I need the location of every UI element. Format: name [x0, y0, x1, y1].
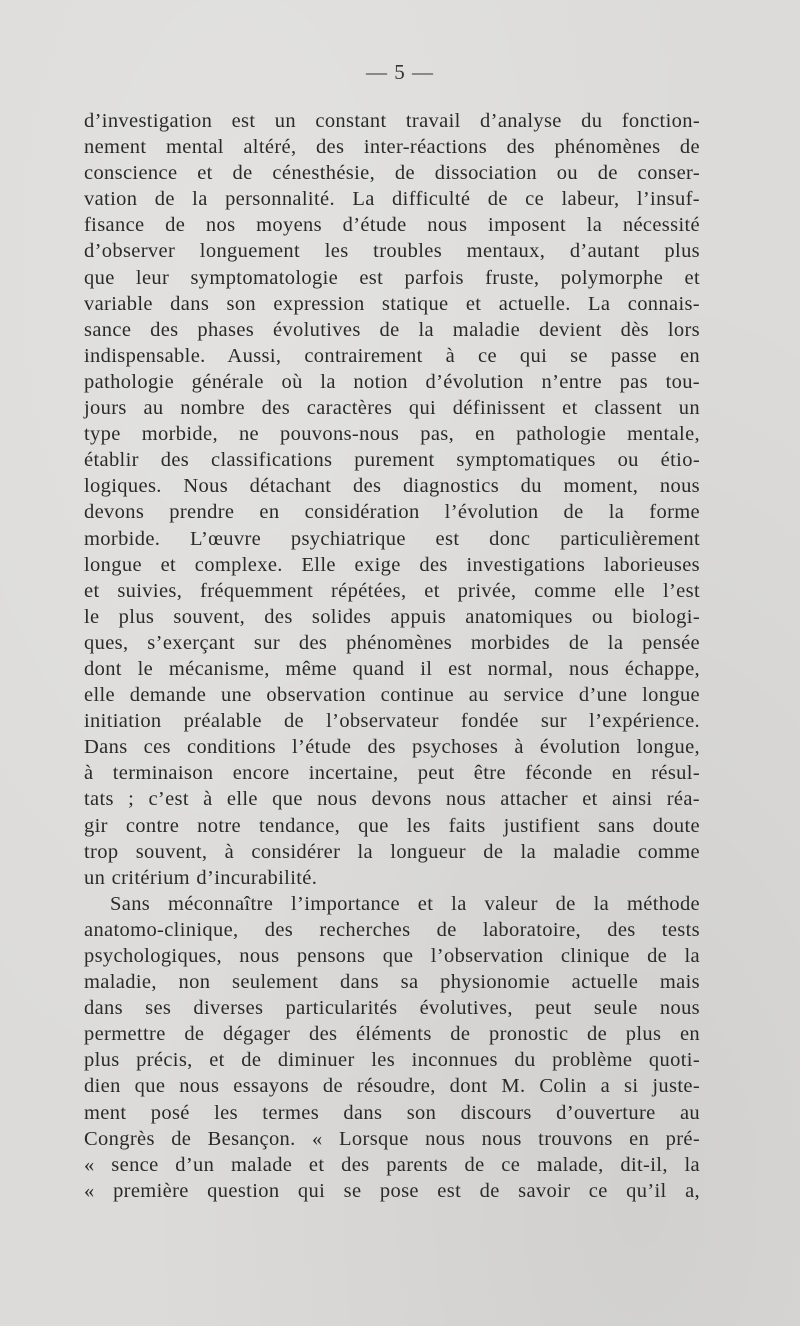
text-line: et suivies, fréquemment répétées, et privée, comme elle l’est: [84, 579, 700, 602]
text-line: à terminaison encore incertaine, peut être féconde en résul-: [84, 762, 700, 785]
text-line: d’observer longuement les troubles mentaux, d’autant plus: [84, 240, 700, 263]
text-line: nement mental altéré, des inter-réactions des phénomènes de: [84, 136, 700, 159]
text-line: dien que nous essayons de résoudre, dont M. Colin a si juste-: [84, 1075, 700, 1098]
text-line: Dans ces conditions l’étude des psychoses à évolution longue,: [84, 736, 700, 759]
text-line: « première question qui se pose est de savoir ce qu’il a,: [84, 1179, 700, 1202]
text-line: ment posé les termes dans son discours d’ouverture au: [84, 1101, 700, 1124]
text-line: établir des classifications purement symptomatiques ou étio-: [84, 449, 700, 472]
text-line: un critérium d’incurabilité.: [84, 866, 318, 889]
text-line: logiques. Nous détachant des diagnostics du moment, nous: [84, 475, 700, 498]
text-line: devons prendre en considération l’évolution de la forme: [84, 501, 700, 524]
text-line: jours au nombre des caractères qui définissent et classent un: [84, 397, 700, 420]
text-line: sance des phases évolutives de la maladie devient dès lors: [84, 318, 700, 341]
text-line: psychologiques, nous pensons que l’observation clinique de la: [84, 945, 700, 967]
text-line: gir contre notre tendance, que les faits justifient sans doute: [84, 814, 700, 837]
page-number: — 5 —: [366, 60, 434, 84]
text-line: permettre de dégager des éléments de pronostic de plus en: [84, 1023, 700, 1046]
text-line: dont le mécanisme, même quand il est normal, nous échappe,: [84, 657, 700, 680]
text-line: que leur symptomatologie est parfois fruste, polymorphe et: [84, 266, 700, 289]
text-line: Congrès de Besançon. « Lorsque nous nous trouvons en pré-: [84, 1127, 700, 1150]
text-line: trop souvent, à considérer la longueur de la maladie comme: [84, 840, 700, 863]
text-line: longue et complexe. Elle exige des investigations laborieuses: [84, 553, 700, 576]
text-line: fisance de nos moyens d’étude nous imposent la nécessité: [84, 214, 700, 237]
text-line: « sence d’un malade et des parents de ce malade, dit-il, la: [84, 1153, 700, 1176]
text-line: conscience et de cénesthésie, de dissociation ou de conser-: [84, 162, 700, 185]
text-line: d’investigation est un constant travail d’analyse du fonction-: [84, 110, 700, 132]
text-line: maladie, non seulement dans sa physionomie actuelle mais: [84, 971, 700, 994]
text-line: type morbide, ne pouvons-nous pas, en pathologie mentale,: [84, 423, 700, 446]
text-line: pathologie générale où la notion d’évolution n’entre pas tou-: [84, 370, 700, 393]
text-line: anatomo-clinique, des recherches de laboratoire, des tests: [84, 918, 700, 941]
text-line: le plus souvent, des solides appuis anatomiques ou biologi-: [84, 605, 700, 628]
text-line: ques, s’exerçant sur des phénomènes morbides de la pensée: [84, 631, 700, 654]
text-line: plus précis, et de diminuer les inconnues du problème quoti-: [84, 1049, 700, 1072]
text-line: tats ; c’est à elle que nous devons nous attacher et ainsi réa-: [84, 788, 700, 811]
text-line: initiation préalable de l’observateur fondée sur l’expérience.: [84, 710, 700, 733]
text-line: elle demande une observation continue au service d’une longue: [84, 684, 700, 707]
text-line: variable dans son expression statique et actuelle. La connais-: [84, 292, 700, 315]
text-line: vation de la personnalité. La difficulté de ce labeur, l’insuf-: [84, 188, 700, 211]
text-line: morbide. L’œuvre psychiatrique est donc particulièrement: [84, 527, 700, 550]
text-line: indispensable. Aussi, contrairement à ce qui se passe en: [84, 344, 700, 367]
text-line-paragraph-start: Sans méconnaître l’importance et la valeur de la méthode: [110, 892, 700, 915]
body-text: [84, 108, 700, 1204]
text-line: dans ses diverses particularités évolutives, peut seule nous: [84, 997, 700, 1020]
